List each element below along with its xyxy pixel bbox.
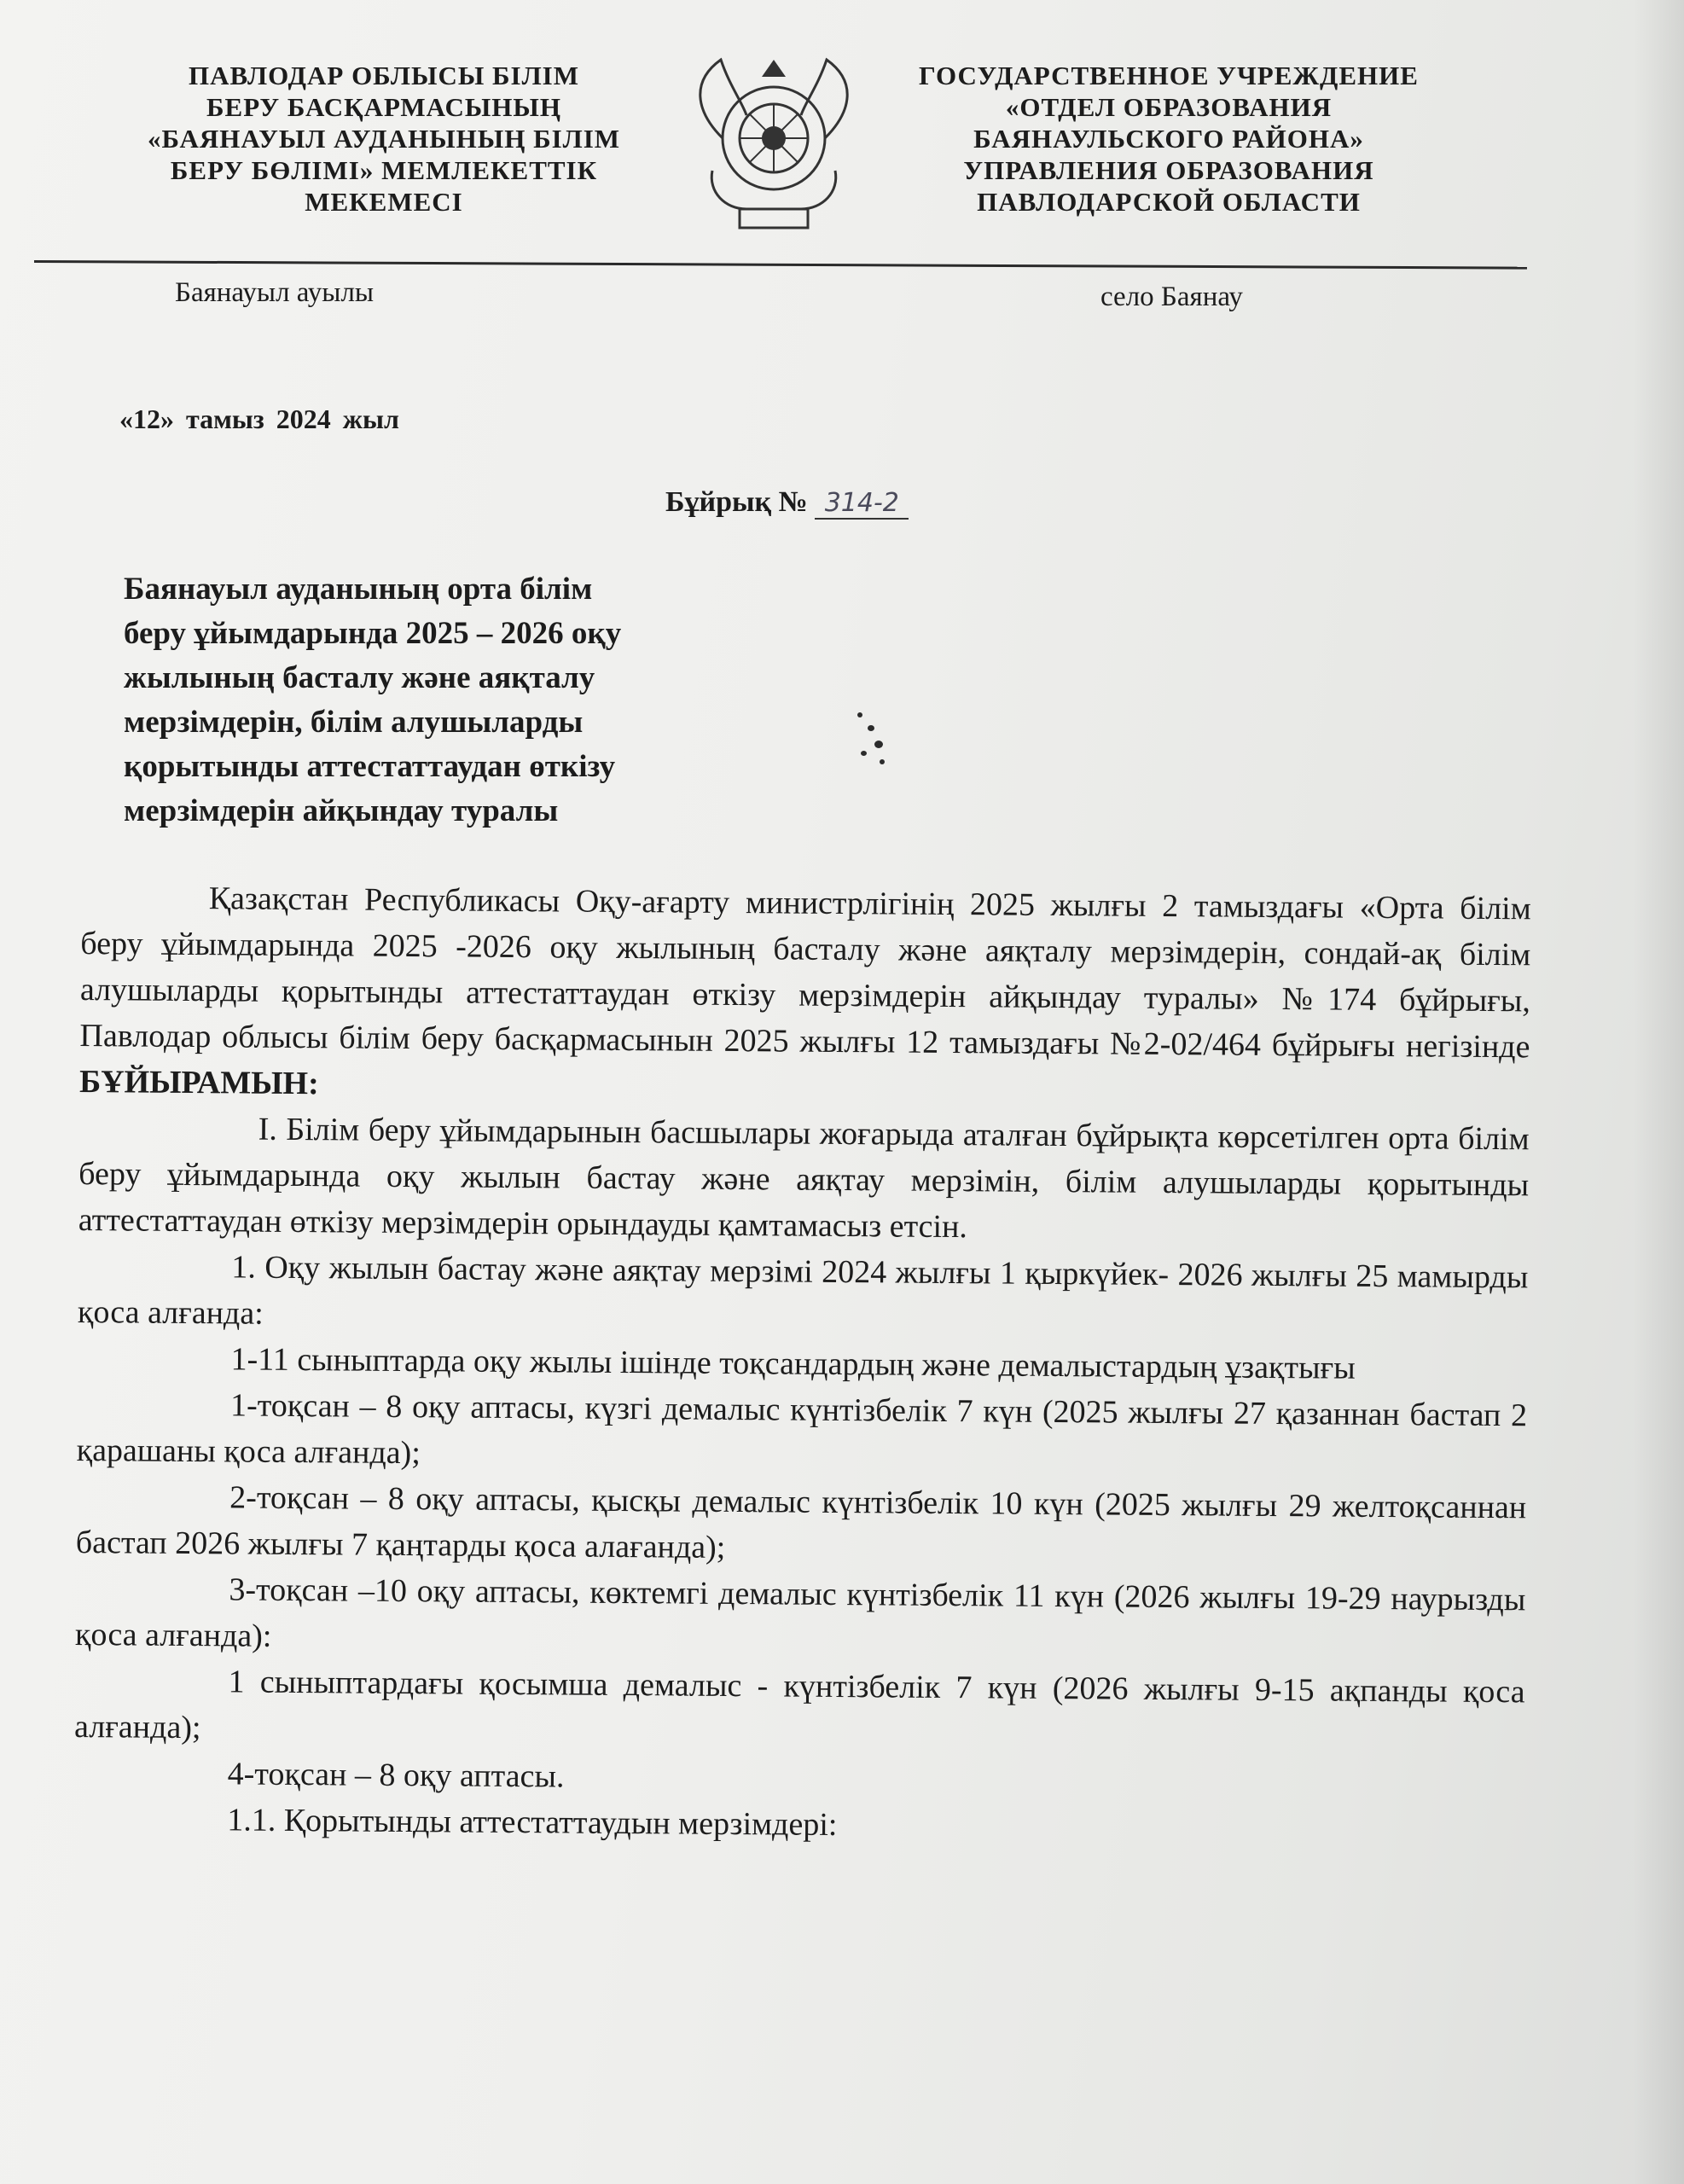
item-1-1: 1.1. Қорытынды аттестаттаудын мерзімдері: xyxy=(227,1802,838,1843)
order-date: «12» тамыз 2024 жыл xyxy=(119,404,399,434)
header-line: УПРАВЛЕНИЯ ОБРАЗОВАНИЯ xyxy=(963,155,1374,185)
order-heading xyxy=(665,486,909,520)
header-line: МЕКЕМЕСІ xyxy=(305,187,463,217)
subject-line: мерзімдерін, білім алушыларды xyxy=(124,705,584,740)
grade1-extra-holiday: 1 сыныптардағы қосымша демалыс - күнтізбелік 7 күн (2026 жылғы 9-15 ақпанды қоса алғанда); xyxy=(73,1664,1525,1746)
place-kazakh: Баянауыл ауылы xyxy=(175,277,375,308)
header-line: ПАВЛОДАРСКОЙ ОБЛАСТИ xyxy=(977,187,1361,217)
header-line: БАЯНАУЛЬСКОГО РАЙОНА» xyxy=(973,124,1364,154)
header-russian-institution xyxy=(904,60,1433,218)
quarter-3: 3-тоқсан –10 оқу аптасы, көктемгі демалыс күнтізбелік 11 күн (2026 жылғы 19-29 наурызды қоса алғанда): xyxy=(74,1571,1526,1654)
subject-line: қорытынды аттестаттаудан өткізу xyxy=(124,749,616,784)
quarter-4: 4-тоқсан – 8 оқу аптасы. xyxy=(227,1756,565,1795)
subject-line: беру ұйымдарында 2025 – 2026 оқу xyxy=(124,616,622,651)
body-preamble xyxy=(79,874,1531,1116)
quarter-2: 2-тоқсан – 8 оқу аптасы, қысқы демалыс күнтізбелік 10 күн (2025 жылғы 29 желтоқсаннан бастап 2026 жылғы 7 қаңтарды қоса алағанда); xyxy=(75,1479,1527,1565)
header-divider xyxy=(34,260,1527,270)
subject-line: Баянауыл ауданының орта білім xyxy=(124,572,593,607)
item-1-subheading: 1-11 сыныптарда оқу жылы ішінде тоқсандардың және демалыстардың ұзақтығы xyxy=(230,1341,1356,1386)
quarter-1: 1-тоқсан – 8 оқу аптасы, күзгі демалыс күнтізбелік 7 күн (2025 жылғы 27 қазаннан бастап 2 қарашаны қоса алғанда); xyxy=(76,1387,1528,1472)
place-russian: село Баянау xyxy=(1100,282,1243,312)
order-body xyxy=(73,874,1531,1853)
header-line: ПАВЛОДАР ОБЛЫСЫ БІЛІМ xyxy=(189,61,579,90)
item-1: 1. Оқу жылын бастау және аяқтау мерзімі 2024 жылғы 1 қыркүйек- 2026 жылғы 25 мамырды қоса алғанда: xyxy=(77,1249,1529,1332)
order-number-handwritten: 314-2 xyxy=(815,488,909,520)
preamble-text: Қазақстан Республикасы Оқу-ағарту министрлігінің 2025 жылғы 2 тамыздағы «Орта білім беру ұйымдарында 2025 -2026 оқу жылының басталу және аяқталу мерзімдерін, сондай-ақ білім алушыларды қорытынды аттестаттаудан өткізу мерзімдерін айқындау туралы» №174 бұйрығы, Павлодар облысы білім беру басқармасынын 2025 жылғы 12 тамыздағы №2-02/464 бұйрығы негізінде xyxy=(79,880,1531,1066)
state-emblem-icon xyxy=(661,43,887,247)
header-kazakh-institution xyxy=(111,60,657,218)
subject-line: жылының басталу және аяқталу xyxy=(124,660,595,695)
header-line: «БАЯНАУЫЛ АУДАНЫНЫҢ БІЛІМ xyxy=(147,124,621,154)
header-line: БЕРУ БӨЛІМІ» МЕМЛЕКЕТТІК xyxy=(170,155,598,185)
item-I: I. Білім беру ұйымдарынын басшылары жоғарыда аталған бұйрықта көрсетілген орта білім беру ұйымдарында оқу жылын бастау және аяқтау мерзімін, білім алушыларды қорытынды аттестаттаудан өткізу мерзімдерін орындауды қамтамасыз етсін. xyxy=(78,1111,1530,1246)
header-line: ГОСУДАРСТВЕННОЕ УЧРЕЖДЕНИЕ xyxy=(919,61,1419,90)
page-edge-shadow xyxy=(1633,0,1684,2184)
order-subject xyxy=(124,567,789,834)
ink-blot xyxy=(849,708,896,776)
header-line: БЕРУ БАСҚАРМАСЫНЫҢ xyxy=(206,92,561,122)
command-word: БҰЙЫРАМЫН: xyxy=(78,1063,319,1102)
order-label: Бұйрық № xyxy=(665,486,808,518)
subject-line: мерзімдерін айқындау туралы xyxy=(124,793,559,828)
header-line: «ОТДЕЛ ОБРАЗОВАНИЯ xyxy=(1005,92,1333,122)
